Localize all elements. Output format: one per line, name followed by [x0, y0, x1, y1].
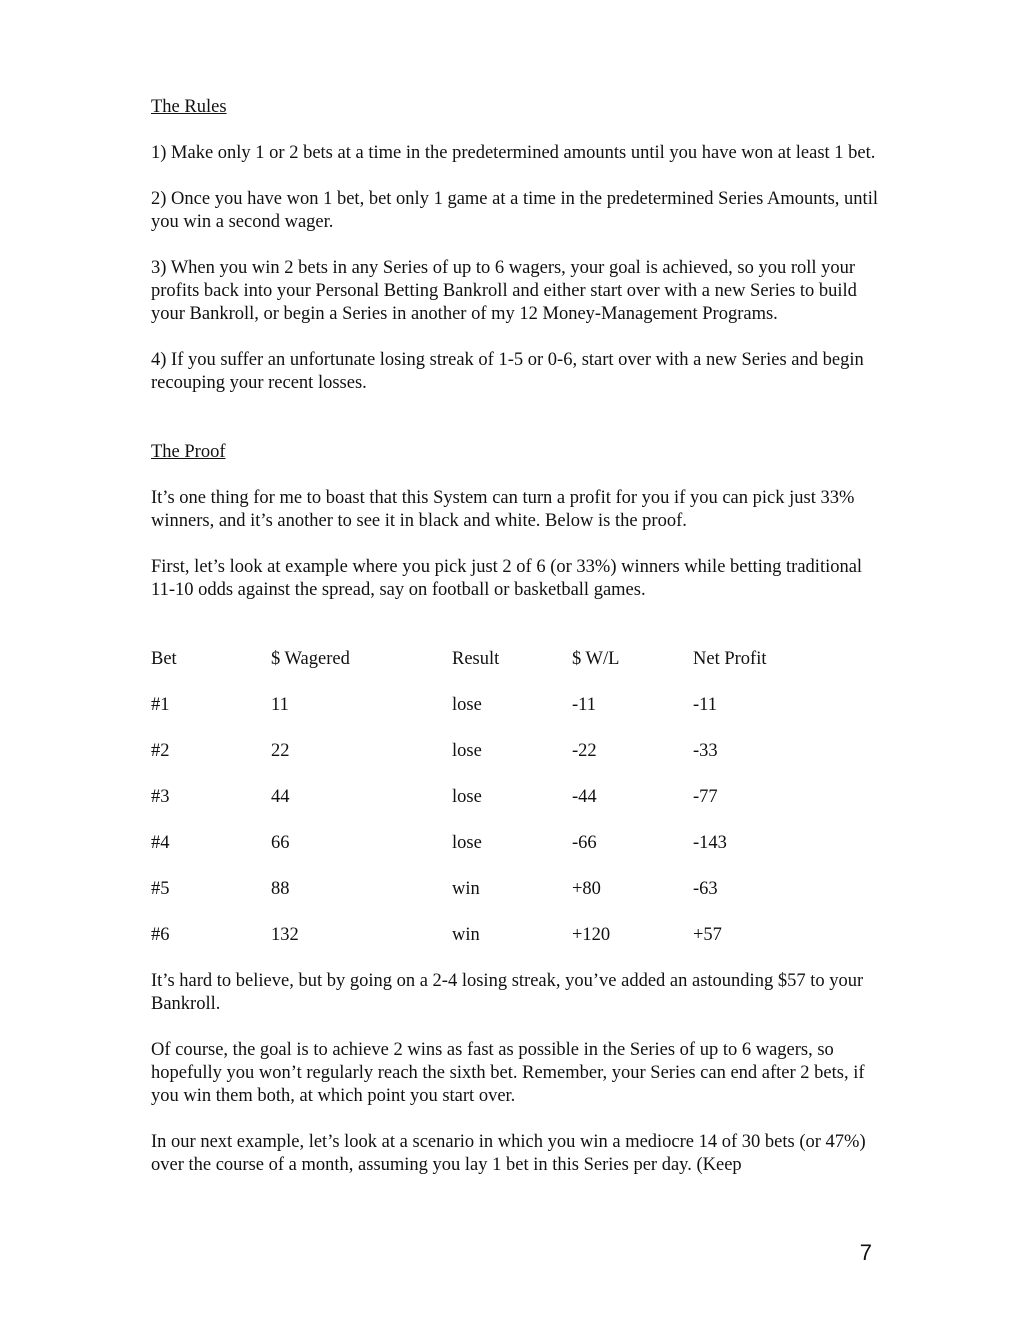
rule-3: 3) When you win 2 bets in any Series of up to 6 wagers, your goal is achieved, so you roll your profits back into your Personal Betting Bankroll and either start over with a new Series to build your Bankroll, or begin a Series in another of my 12 Money-Management Programs. — [151, 258, 857, 324]
rule-1: 1) Make only 1 or 2 bets at a time in the predetermined amounts until you have won at least 1 bet. — [151, 143, 876, 163]
document-page — [151, 96, 881, 1177]
cell-net-profit: -33 — [693, 741, 718, 761]
after-table-paragraph-3: In our next example, let’s look at a scenario in which you win a mediocre 14 of 30 bets (or 47%) over the course of a month, assuming you lay 1 bet in this Series per day. (Keep — [151, 1132, 866, 1175]
betting-table — [151, 648, 881, 947]
table-row — [151, 786, 881, 809]
cell-win-loss: -44 — [572, 787, 597, 807]
rule-2: 2) Once you have won 1 bet, bet only 1 game at a time in the predetermined Series Amounts, until you win a second wager. — [151, 189, 878, 232]
rules-heading: The Rules — [151, 97, 227, 117]
cell-win-loss: -66 — [572, 833, 597, 853]
proof-heading: The Proof — [151, 442, 226, 462]
table-row — [151, 832, 881, 855]
header-result: Result — [452, 649, 500, 669]
cell-wagered: 66 — [271, 833, 290, 853]
table-row — [151, 740, 881, 763]
cell-wagered: 44 — [271, 787, 290, 807]
table-row — [151, 878, 881, 901]
proof-intro-2: First, let’s look at example where you pick just 2 of 6 (or 33%) winners while betting traditional 11-10 odds against the spread, say on football or basketball games. — [151, 557, 863, 600]
table-row — [151, 924, 881, 947]
after-table-paragraph-2: Of course, the goal is to achieve 2 wins as fast as possible in the Series of up to 6 wagers, so hopefully you won’t regularly reach the sixth bet. Remember, your Series can end after 2 bets, if you win them both, at which point you start over. — [151, 1040, 865, 1106]
cell-net-profit: -77 — [693, 787, 718, 807]
cell-win-loss: +120 — [572, 925, 611, 945]
page-number: 7 — [859, 1240, 872, 1265]
cell-bet: #2 — [151, 741, 170, 761]
cell-bet: #1 — [151, 695, 170, 715]
cell-net-profit: -143 — [693, 833, 727, 853]
cell-bet: #4 — [151, 833, 170, 853]
cell-wagered: 88 — [271, 879, 290, 899]
header-wagered: $ Wagered — [271, 649, 350, 669]
cell-wagered: 132 — [271, 925, 299, 945]
header-win-loss: $ W/L — [572, 649, 620, 669]
table-row — [151, 694, 881, 717]
cell-result: lose — [452, 833, 482, 853]
cell-bet: #6 — [151, 925, 170, 945]
cell-wagered: 22 — [271, 741, 290, 761]
cell-win-loss: -11 — [572, 695, 596, 715]
cell-bet: #5 — [151, 879, 170, 899]
cell-win-loss: +80 — [572, 879, 601, 899]
rule-4: 4) If you suffer an unfortunate losing streak of 1-5 or 0-6, start over with a new Series and begin recouping your recent losses. — [151, 350, 864, 393]
header-net-profit: Net Profit — [693, 649, 767, 669]
cell-net-profit: -11 — [693, 695, 717, 715]
cell-net-profit: -63 — [693, 879, 718, 899]
cell-bet: #3 — [151, 787, 170, 807]
cell-net-profit: +57 — [693, 925, 722, 945]
table-header-row — [151, 648, 881, 671]
cell-win-loss: -22 — [572, 741, 597, 761]
cell-result: win — [452, 879, 480, 899]
cell-result: lose — [452, 787, 482, 807]
after-table-paragraph-1: It’s hard to believe, but by going on a 2-4 losing streak, you’ve added an astounding $57 to your Bankroll. — [151, 971, 864, 1014]
cell-result: win — [452, 925, 480, 945]
cell-result: lose — [452, 741, 482, 761]
cell-wagered: 11 — [271, 695, 289, 715]
header-bet: Bet — [151, 649, 177, 669]
proof-intro-1: It’s one thing for me to boast that this System can turn a profit for you if you can pick just 33% winners, and it’s another to see it in black and white. Below is the proof. — [151, 488, 855, 531]
cell-result: lose — [452, 695, 482, 715]
